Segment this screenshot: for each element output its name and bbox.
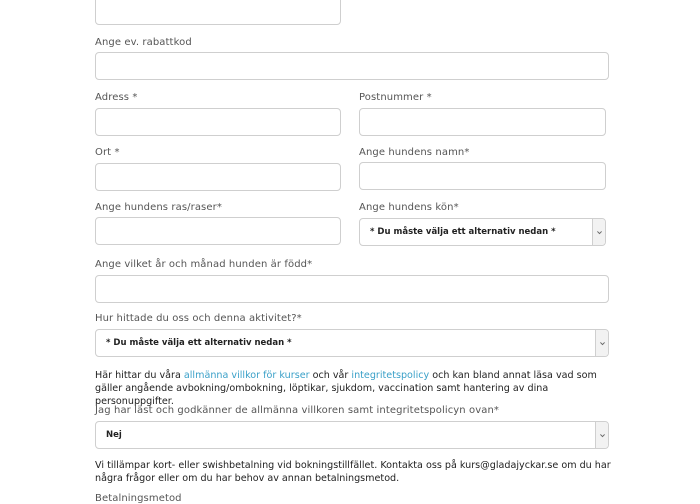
fodd-input[interactable] bbox=[95, 275, 609, 303]
ort-label: Ort * bbox=[95, 147, 120, 158]
previous-field-input[interactable] bbox=[95, 0, 341, 25]
villkor-text-3: och kan bland annat läsa vad som gäller angående avbokning/ombokning, löptikar, sjukdom, vaccination samt hantering av dina personuppgifter. bbox=[95, 370, 597, 407]
hundens-kon-select[interactable] bbox=[359, 218, 606, 246]
hundens-kon-selected-value: * Du måste välja ett alternativ nedan * bbox=[370, 227, 556, 237]
ort-input[interactable] bbox=[95, 163, 341, 191]
hittade-select[interactable] bbox=[95, 329, 609, 357]
villkor-paragraph bbox=[95, 369, 615, 408]
chevron-down-icon[interactable] bbox=[595, 330, 608, 356]
integritetspolicy-link[interactable]: integritetspolicy bbox=[351, 370, 430, 381]
hundens-ras-label: Ange hundens ras/raser* bbox=[95, 202, 222, 213]
betalningsmetod-label: Betalningsmetod bbox=[95, 493, 182, 504]
chevron-down-icon[interactable] bbox=[592, 219, 605, 245]
hundens-namn-input[interactable] bbox=[359, 162, 606, 190]
hundens-namn-label: Ange hundens namn* bbox=[359, 147, 470, 158]
adress-label: Adress * bbox=[95, 92, 138, 103]
rabattkod-input[interactable] bbox=[95, 52, 609, 80]
villkor-text-1: Här hittar du våra bbox=[95, 370, 184, 381]
hundens-kon-label: Ange hundens kön* bbox=[359, 202, 459, 213]
hittade-selected-value: * Du måste välja ett alternativ nedan * bbox=[106, 338, 292, 348]
fodd-label: Ange vilket år och månad hunden är född* bbox=[95, 259, 313, 270]
betalning-paragraph: Vi tillämpar kort- eller swishbetalning vid bokningstillfället. Kontakta oss på kurs@gladajyckar.se om du har några frågor eller om du har behov av annan betalningsmetod. bbox=[95, 460, 611, 484]
villkor-link[interactable]: allmänna villkor för kurser bbox=[183, 370, 310, 381]
godkanner-select[interactable] bbox=[95, 421, 609, 449]
villkor-text-2: och vår bbox=[309, 370, 352, 381]
hittade-label: Hur hittade du oss och denna aktivitet?* bbox=[95, 313, 302, 324]
adress-input[interactable] bbox=[95, 108, 341, 136]
postnummer-input[interactable] bbox=[359, 108, 606, 136]
chevron-down-icon[interactable] bbox=[595, 422, 608, 448]
rabattkod-label: Ange ev. rabattkod bbox=[95, 37, 192, 48]
godkanner-selected-value: Nej bbox=[106, 430, 122, 440]
postnummer-label: Postnummer * bbox=[359, 92, 432, 103]
hundens-ras-input[interactable] bbox=[95, 217, 341, 245]
godkanner-label: Jag har läst och godkänner de allmänna villkoren samt integritetspolicyn ovan* bbox=[95, 405, 500, 416]
